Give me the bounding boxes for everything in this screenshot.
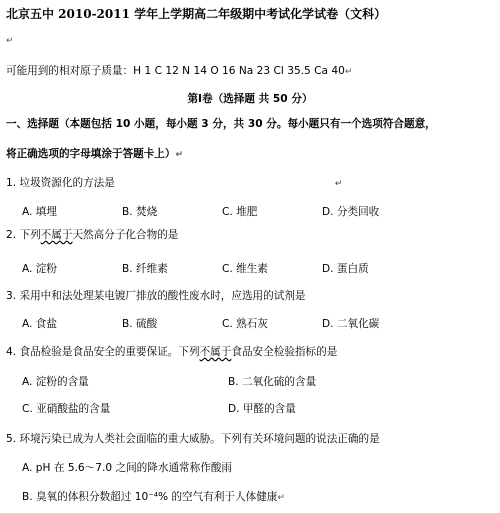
question-4-stem: 4. 食品检验是食品安全的重要保证。下列不属于食品安全检验指标的是 — [6, 346, 338, 358]
question-1-option-c: C. 堆肥 — [222, 206, 258, 218]
question-4-option-d: D. 甲醛的含量 — [228, 403, 296, 415]
question-2-option-d: D. 蛋白质 — [322, 263, 369, 275]
question-4-option-b: B. 二氧化硫的含量 — [228, 376, 317, 388]
question-5-stem: 5. 环境污染已成为人类社会面临的重大威胁。下列有关环境问题的说法正确的是 — [6, 433, 380, 445]
question-4-option-a: A. 淀粉的含量 — [22, 376, 89, 388]
emphasis-not-belong: 不属于 — [199, 346, 232, 358]
question-1-option-a: A. 填埋 — [22, 206, 57, 218]
question-2-option-a: A. 淀粉 — [22, 263, 57, 275]
question-2-option-c: C. 维生素 — [222, 263, 268, 275]
question-4-option-c: C. 亚硝酸盐的含量 — [22, 403, 111, 415]
question-1-option-b: B. 焚烧 — [122, 206, 158, 218]
question-3-stem: 3. 采用中和法处理某电镀厂排放的酸性废水时，应选用的试剂是 — [6, 290, 306, 302]
question-2-option-b: B. 纤维素 — [122, 263, 168, 275]
question-5-option-a: A. pH 在 5.6～7.0 之间的降水通常称作酸雨 — [22, 462, 233, 474]
question-5-option-b: B. 臭氧的体积分数超过 10⁻⁴% 的空气有利于人体健康↵ — [22, 491, 285, 503]
question-3-option-b: B. 硫酸 — [122, 318, 158, 330]
question-3-option-c: C. 熟石灰 — [222, 318, 268, 330]
exam-title: 北京五中 2010-2011 学年上学期高二年级期中考试化学试卷（文科） — [6, 7, 387, 21]
question-3-option-a: A. 食盐 — [22, 318, 57, 330]
section-title: 第Ⅰ卷（选择题 共 50 分） — [187, 93, 313, 105]
instructions-line-1: 一、选择题（本题包括 10 小题，每小题 3 分，共 30 分。每小题只有一个选项符合题意， — [6, 118, 436, 130]
question-2-stem: 2. 下列不属于天然高分子化合物的是 — [6, 229, 179, 241]
atomic-masses: 可能用到的相对原子质量：H 1 C 12 N 14 O 16 Na 23 Cl 35.5 Ca 40↵ — [6, 65, 353, 77]
question-1-stem: 1. 垃圾资源化的方法是 ↵ — [6, 177, 343, 189]
question-3-option-d: D. 二氧化碳 — [322, 318, 380, 330]
question-1-option-d: D. 分类回收 — [322, 206, 380, 218]
emphasis-not-belong: 不属于 — [40, 229, 73, 241]
instructions-line-2: 将正确选项的字母填涂于答题卡上）↵ — [6, 148, 184, 160]
paragraph-mark: ↵ — [6, 36, 14, 46]
